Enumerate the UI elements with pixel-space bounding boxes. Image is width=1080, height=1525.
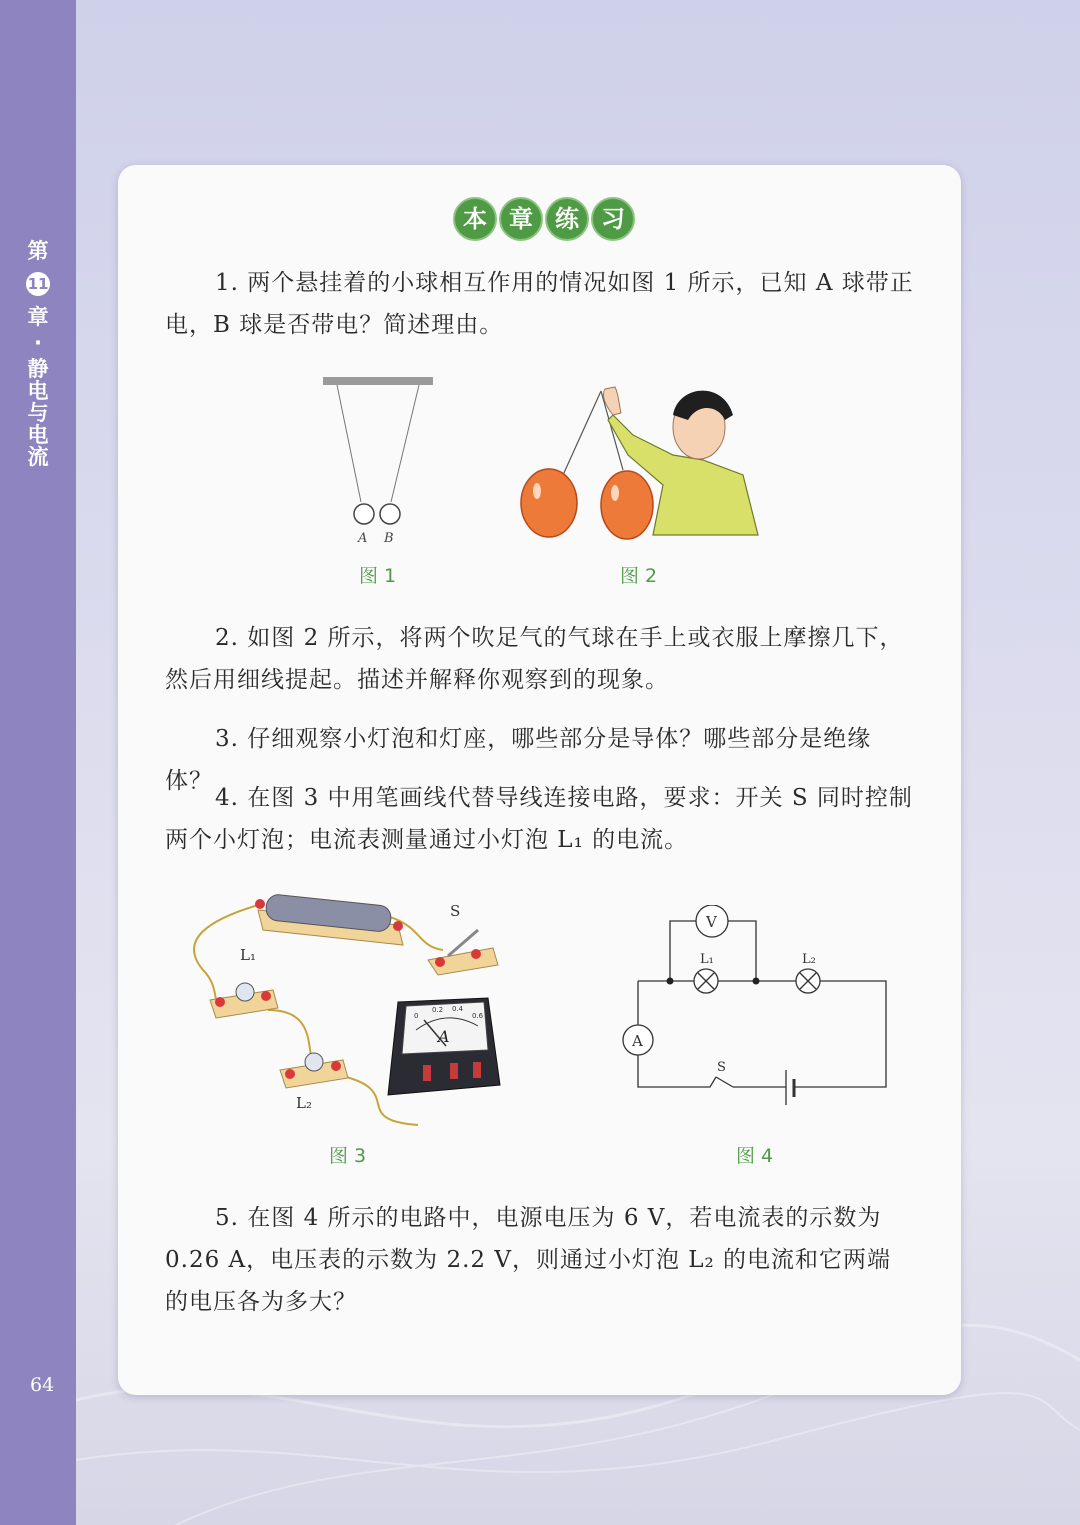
chapter-title bbox=[22, 240, 54, 468]
heading-char: 习 bbox=[591, 197, 635, 241]
terminal bbox=[471, 949, 481, 959]
figure-1-caption: 图 1 bbox=[359, 565, 397, 587]
chapter-prefix: 第 bbox=[27, 239, 49, 263]
exercise-card bbox=[118, 165, 961, 1395]
figure-2 bbox=[513, 375, 773, 545]
meter-letter: A bbox=[438, 1027, 450, 1046]
figure-4 bbox=[618, 905, 898, 1115]
figure-3 bbox=[188, 890, 518, 1130]
terminal bbox=[435, 957, 445, 967]
meter-tick: 0.4 bbox=[452, 1005, 464, 1013]
heading-char: 章 bbox=[499, 197, 543, 241]
bulb-1 bbox=[236, 983, 254, 1001]
meter-tick: 0.6 bbox=[472, 1012, 484, 1020]
ammeter-terminal bbox=[473, 1062, 481, 1078]
label-b: B bbox=[384, 531, 394, 546]
terminal bbox=[261, 991, 271, 1001]
label-l2: L₂ bbox=[296, 1094, 312, 1112]
terminal bbox=[255, 899, 265, 909]
label-l1: L₁ bbox=[240, 946, 256, 964]
terminal bbox=[285, 1069, 295, 1079]
page-number: 64 bbox=[30, 1374, 55, 1396]
balloon-left bbox=[521, 469, 577, 537]
string-left bbox=[563, 391, 601, 475]
chapter-name-char: 电 bbox=[27, 423, 49, 447]
question-2-text: 2. 如图 2 所示，将两个吹足气的气球在手上或衣服上摩擦几下，然后用细线提起。描述并解释你观察到的现象。 bbox=[165, 625, 904, 693]
figure-2-caption: 图 2 bbox=[620, 565, 658, 587]
wire bbox=[638, 1055, 716, 1087]
ammeter-terminal bbox=[450, 1063, 458, 1079]
thread-b bbox=[391, 385, 419, 502]
question-4 bbox=[165, 777, 915, 861]
support-bar bbox=[323, 377, 433, 385]
figure-1 bbox=[313, 370, 443, 550]
ammeter-terminal bbox=[423, 1065, 431, 1081]
question-1-text: 1. 两个悬挂着的小球相互作用的情况如图 1 所示，已知 A 球带正电，B 球是否带电？简述理由。 bbox=[165, 270, 914, 338]
question-4-text: 4. 在图 3 中用笔画线代替导线连接电路，要求：开关 S 同时控制两个小灯泡；电流表测量通过小灯泡 L₁ 的电流。 bbox=[165, 785, 913, 853]
switch-blade bbox=[716, 1077, 733, 1087]
wire bbox=[728, 921, 756, 981]
meter-tick: 0.2 bbox=[432, 1006, 444, 1014]
thread-a bbox=[337, 385, 361, 502]
ball-a bbox=[354, 504, 374, 524]
section-heading bbox=[453, 197, 635, 241]
question-5 bbox=[165, 1197, 915, 1323]
chapter-number-badge: 11 bbox=[26, 272, 50, 296]
label-a: A bbox=[358, 531, 368, 546]
balloon-highlight bbox=[533, 483, 541, 499]
wire bbox=[670, 921, 696, 981]
question-2 bbox=[165, 617, 915, 701]
balloon-right bbox=[601, 471, 653, 539]
figure-3-caption: 图 3 bbox=[329, 1145, 367, 1167]
chapter-name-char: 静 bbox=[27, 357, 49, 381]
terminal bbox=[393, 921, 403, 931]
terminal bbox=[215, 997, 225, 1007]
chapter-name-char: 与 bbox=[27, 401, 49, 425]
junction-dot bbox=[753, 978, 760, 985]
heading-char: 练 bbox=[545, 197, 589, 241]
label-l2: L₂ bbox=[802, 952, 816, 967]
chapter-separator: · bbox=[34, 331, 42, 355]
chapter-name-char: 电 bbox=[27, 379, 49, 403]
balloon-highlight bbox=[611, 485, 619, 501]
label-s: S bbox=[717, 1060, 726, 1075]
ammeter-label: A bbox=[632, 1032, 643, 1050]
label-s: S bbox=[450, 902, 461, 920]
label-l1: L₁ bbox=[700, 952, 714, 967]
wire bbox=[820, 981, 886, 1087]
question-3-text: 3. 仔细观察小灯泡和灯座，哪些部分是导体？哪些部分是绝缘体？ bbox=[165, 726, 872, 794]
heading-char: 本 bbox=[453, 197, 497, 241]
junction-dot bbox=[667, 978, 674, 985]
figure-4-caption: 图 4 bbox=[736, 1145, 774, 1167]
chapter-suffix: 章 bbox=[27, 305, 49, 329]
chapter-name-char: 流 bbox=[27, 445, 49, 469]
ball-b bbox=[380, 504, 400, 524]
terminal bbox=[331, 1061, 341, 1071]
question-5-text: 5. 在图 4 所示的电路中，电源电压为 6 V，若电流表的示数为 0.26 A，电压表的示数为 2.2 V，则通过小灯泡 L₂ 的电流和它两端的电压各为多大？ bbox=[165, 1205, 892, 1315]
meter-tick: 0 bbox=[414, 1012, 419, 1020]
voltmeter-label: V bbox=[706, 913, 717, 931]
bulb-2 bbox=[305, 1053, 323, 1071]
question-1 bbox=[165, 262, 915, 346]
chapter-sidebar bbox=[0, 0, 76, 1525]
